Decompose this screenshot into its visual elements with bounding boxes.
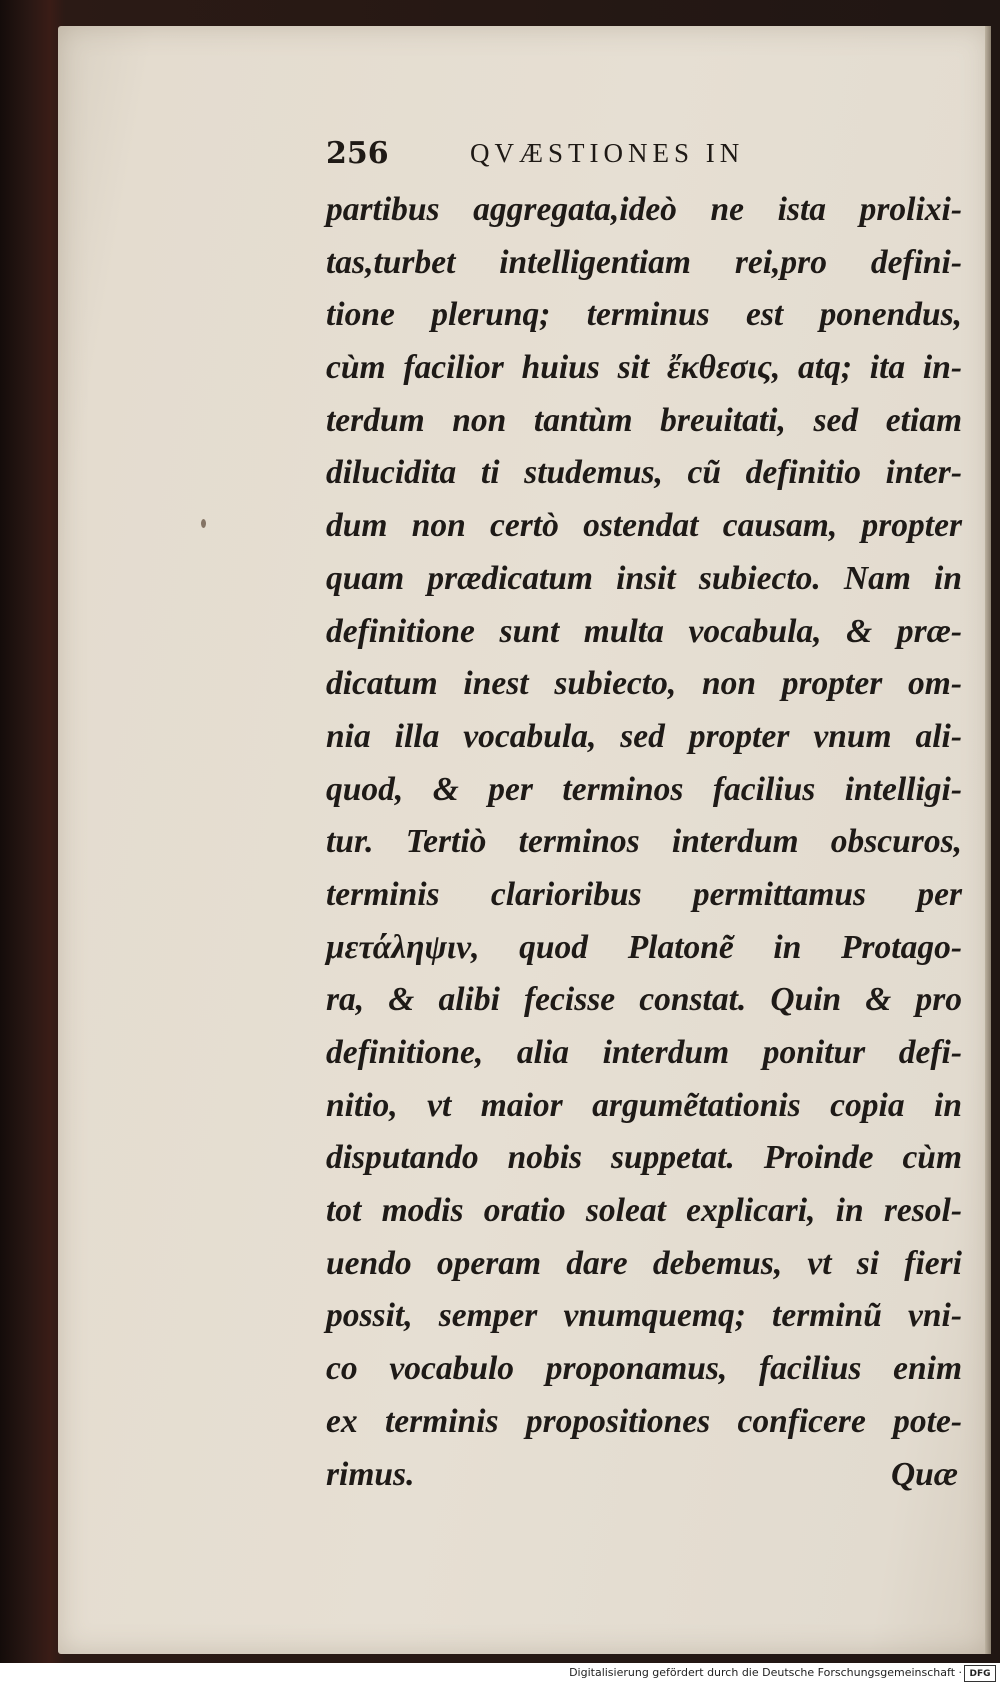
- page-number: 256: [326, 136, 389, 171]
- body-text: [326, 184, 962, 1501]
- catchword: Quæ: [890, 1455, 958, 1493]
- text-line: terdum non tantùm breuitati, sed etiam: [326, 401, 962, 439]
- dfg-logo: DFG: [964, 1665, 996, 1682]
- text-line: dum non certò ostendat causam, propter: [326, 507, 962, 545]
- text-line: tas,turbet intelligentiam rei,pro defini-: [326, 243, 962, 281]
- text-line: nia illa vocabula, sed propter vnum ali-: [326, 717, 962, 755]
- text-line: ex terminis propositiones conficere pote-: [326, 1402, 962, 1440]
- text-line: definitione sunt multa vocabula, & præ-: [326, 612, 962, 650]
- text-line: ra, & alibi fecisse constat. Quin & pro: [326, 981, 962, 1019]
- text-line: definitione, alia interdum ponitur defi-: [326, 1034, 962, 1071]
- text-line: tione plerunq; terminus est ponendus,: [326, 296, 962, 334]
- funding-credit: Digitalisierung gefördert durch die Deutsche Forschungsgemeinschaft ·: [569, 1666, 962, 1679]
- text-line: terminis clarioribus permittamus per: [326, 875, 962, 913]
- text-line: possit, semper vnumquemq; terminũ vni-: [326, 1297, 962, 1335]
- text-line: co vocabulo proponamus, facilius enim: [326, 1350, 962, 1388]
- text-line: disputando nobis suppetat. Proinde cùm: [326, 1139, 962, 1177]
- text-line: partibus aggregata,ideò ne ista prolixi-: [326, 191, 962, 228]
- digitization-footer: [0, 1663, 1000, 1685]
- running-head: QVÆSTIONES IN: [470, 138, 745, 168]
- final-word: rimus.: [326, 1455, 415, 1493]
- text-line: tot modis oratio soleat explicari, in resol-: [326, 1192, 962, 1230]
- text-line: dicatum inest subiecto, non propter om-: [326, 665, 962, 703]
- text-line: nitio, vt maior argumẽtationis copia in: [326, 1086, 962, 1124]
- paper-spot: [201, 519, 206, 528]
- text-line-final: [326, 1449, 962, 1502]
- text-line: quod, & per terminos facilius intelligi-: [326, 770, 962, 808]
- text-line: tur. Tertiò terminos interdum obscuros,: [326, 823, 962, 861]
- text-line: dilucidita ti studemus, cũ definitio inter-: [326, 454, 962, 492]
- text-line: μετάληψιν, quod Platonẽ in Protago-: [326, 928, 962, 966]
- text-line: uendo operam dare debemus, vt si fieri: [326, 1244, 962, 1282]
- text-line: cùm facilior huius sit ἔκθεσις, atq; ita in-: [326, 349, 962, 387]
- page-header: [326, 136, 886, 176]
- page-edge: [985, 26, 991, 1654]
- text-line: quam prædicatum insit subiecto. Nam in: [326, 559, 962, 597]
